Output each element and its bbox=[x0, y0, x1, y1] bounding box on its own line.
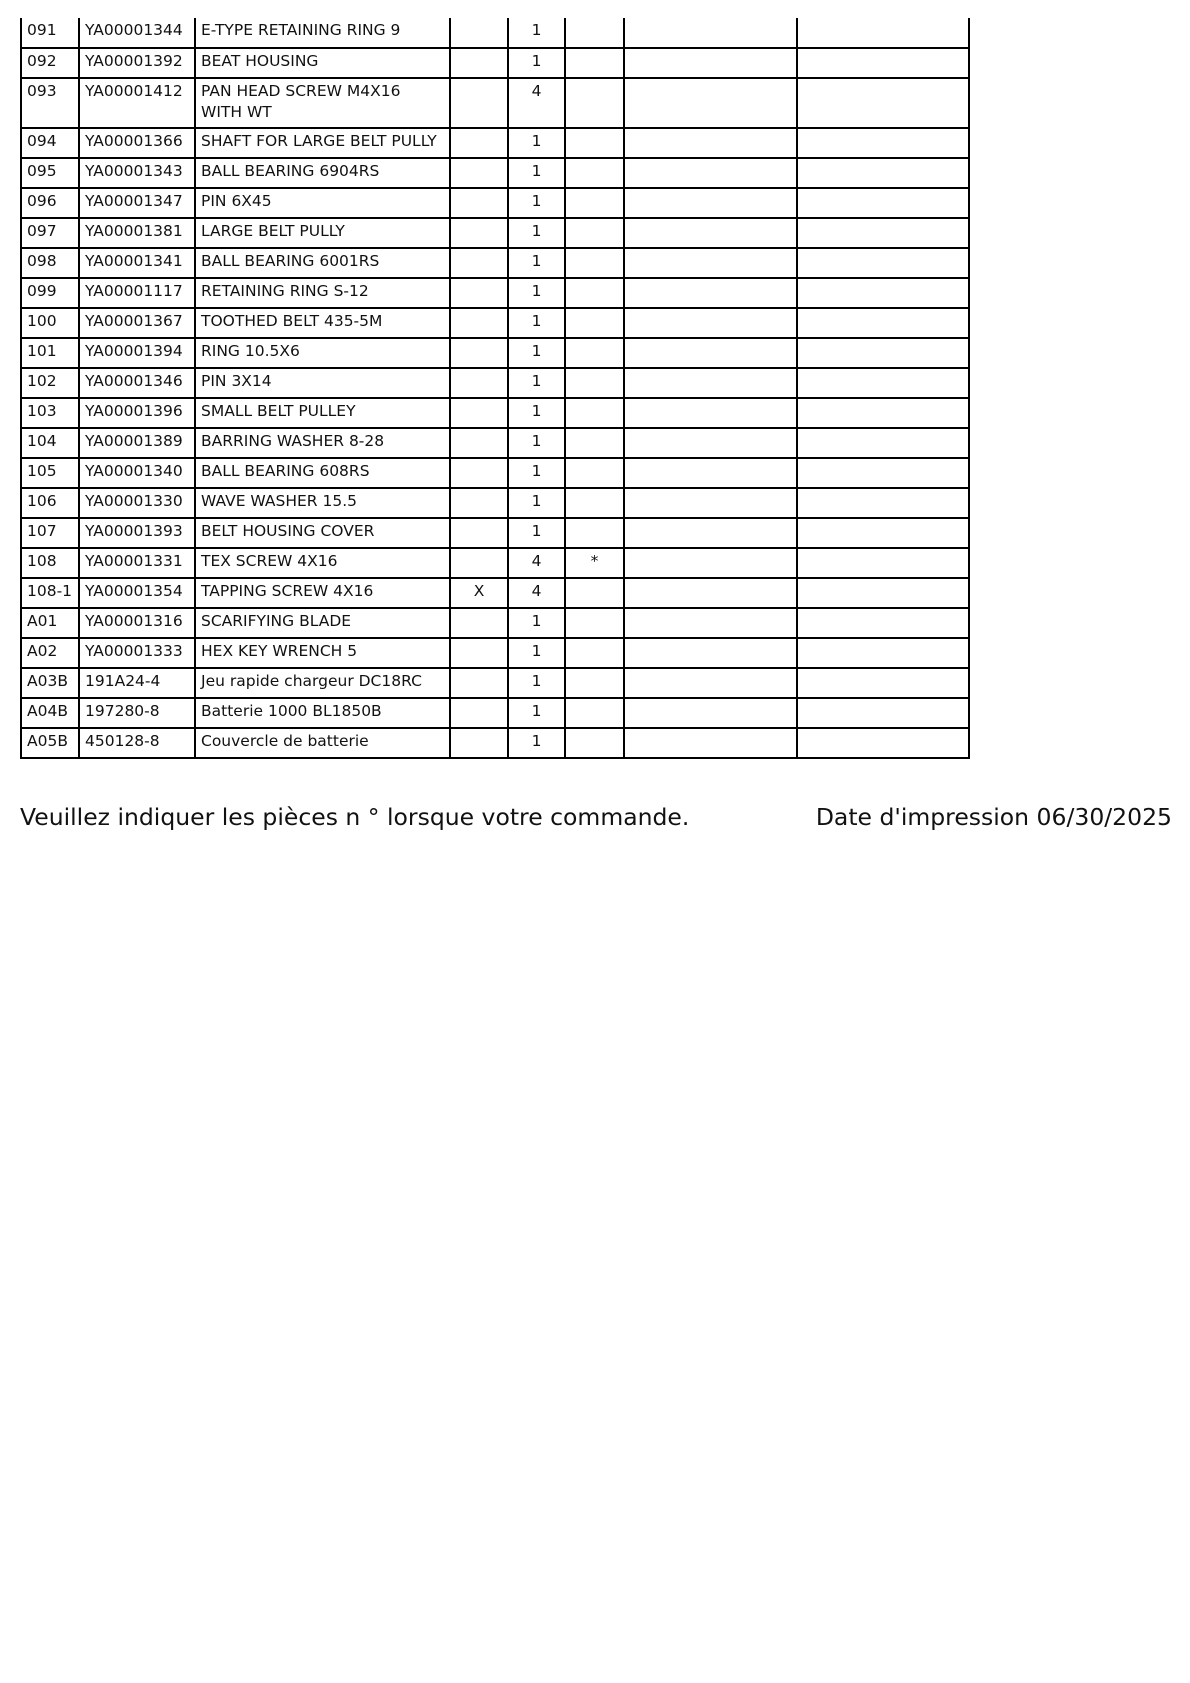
empty-cell bbox=[624, 248, 797, 278]
note-flag bbox=[565, 278, 624, 308]
empty-cell bbox=[624, 668, 797, 698]
empty-cell bbox=[797, 488, 969, 518]
part-description: LARGE BELT PULLY bbox=[195, 218, 450, 248]
table-row bbox=[21, 18, 969, 48]
part-number: YA00001367 bbox=[79, 308, 195, 338]
part-number: YA00001392 bbox=[79, 48, 195, 78]
substitution-mark bbox=[450, 368, 508, 398]
empty-cell bbox=[797, 578, 969, 608]
substitution-mark bbox=[450, 518, 508, 548]
part-description: PIN 6X45 bbox=[195, 188, 450, 218]
part-description: E-TYPE RETAINING RING 9 bbox=[195, 18, 450, 48]
part-description: RETAINING RING S-12 bbox=[195, 278, 450, 308]
part-number: YA00001354 bbox=[79, 578, 195, 608]
empty-cell bbox=[797, 518, 969, 548]
substitution-mark bbox=[450, 218, 508, 248]
item-number: 103 bbox=[21, 398, 79, 428]
item-number: 094 bbox=[21, 128, 79, 158]
empty-cell bbox=[624, 18, 797, 48]
part-number: YA00001316 bbox=[79, 608, 195, 638]
part-description: Jeu rapide chargeur DC18RC bbox=[195, 668, 450, 698]
part-description: SMALL BELT PULLEY bbox=[195, 398, 450, 428]
table-row bbox=[21, 518, 969, 548]
note-flag bbox=[565, 18, 624, 48]
quantity: 4 bbox=[508, 578, 565, 608]
empty-cell bbox=[624, 368, 797, 398]
quantity: 1 bbox=[508, 18, 565, 48]
empty-cell bbox=[624, 278, 797, 308]
part-description: TEX SCREW 4X16 bbox=[195, 548, 450, 578]
part-number: YA00001341 bbox=[79, 248, 195, 278]
table-row bbox=[21, 188, 969, 218]
empty-cell bbox=[797, 458, 969, 488]
part-description: BALL BEARING 608RS bbox=[195, 458, 450, 488]
note-flag bbox=[565, 368, 624, 398]
empty-cell bbox=[797, 218, 969, 248]
table-row bbox=[21, 48, 969, 78]
note-flag bbox=[565, 428, 624, 458]
note-flag bbox=[565, 608, 624, 638]
empty-cell bbox=[797, 18, 969, 48]
part-description: Batterie 1000 BL1850B bbox=[195, 698, 450, 728]
part-description: BARRING WASHER 8-28 bbox=[195, 428, 450, 458]
empty-cell bbox=[797, 188, 969, 218]
quantity: 4 bbox=[508, 548, 565, 578]
part-description: BALL BEARING 6001RS bbox=[195, 248, 450, 278]
quantity: 1 bbox=[508, 308, 565, 338]
quantity: 1 bbox=[508, 338, 565, 368]
item-number: 093 bbox=[21, 78, 79, 128]
note-flag bbox=[565, 308, 624, 338]
note-flag bbox=[565, 488, 624, 518]
part-description: PIN 3X14 bbox=[195, 368, 450, 398]
note-flag bbox=[565, 578, 624, 608]
quantity: 1 bbox=[508, 698, 565, 728]
item-number: 095 bbox=[21, 158, 79, 188]
quantity: 1 bbox=[508, 488, 565, 518]
item-number: 096 bbox=[21, 188, 79, 218]
table-row bbox=[21, 248, 969, 278]
note-flag bbox=[565, 638, 624, 668]
part-number: YA00001366 bbox=[79, 128, 195, 158]
substitution-mark bbox=[450, 128, 508, 158]
table-row bbox=[21, 398, 969, 428]
note-flag bbox=[565, 518, 624, 548]
item-number: 108 bbox=[21, 548, 79, 578]
item-number: 099 bbox=[21, 278, 79, 308]
empty-cell bbox=[797, 368, 969, 398]
part-description: WAVE WASHER 15.5 bbox=[195, 488, 450, 518]
item-number: 107 bbox=[21, 518, 79, 548]
quantity: 1 bbox=[508, 48, 565, 78]
empty-cell bbox=[624, 188, 797, 218]
empty-cell bbox=[797, 668, 969, 698]
table-row bbox=[21, 368, 969, 398]
empty-cell bbox=[624, 728, 797, 758]
part-description: SHAFT FOR LARGE BELT PULLY bbox=[195, 128, 450, 158]
substitution-mark bbox=[450, 638, 508, 668]
empty-cell bbox=[624, 578, 797, 608]
empty-cell bbox=[624, 218, 797, 248]
table-row bbox=[21, 338, 969, 368]
part-number: YA00001344 bbox=[79, 18, 195, 48]
item-number: 106 bbox=[21, 488, 79, 518]
part-description: BALL BEARING 6904RS bbox=[195, 158, 450, 188]
quantity: 4 bbox=[508, 78, 565, 128]
empty-cell bbox=[797, 638, 969, 668]
quantity: 1 bbox=[508, 668, 565, 698]
table-row bbox=[21, 548, 969, 578]
empty-cell bbox=[797, 158, 969, 188]
part-number: YA00001394 bbox=[79, 338, 195, 368]
substitution-mark bbox=[450, 158, 508, 188]
part-description: HEX KEY WRENCH 5 bbox=[195, 638, 450, 668]
note-flag bbox=[565, 458, 624, 488]
empty-cell bbox=[624, 518, 797, 548]
quantity: 1 bbox=[508, 368, 565, 398]
empty-cell bbox=[797, 78, 969, 128]
item-number: A02 bbox=[21, 638, 79, 668]
note-flag bbox=[565, 218, 624, 248]
empty-cell bbox=[624, 338, 797, 368]
note-flag bbox=[565, 128, 624, 158]
quantity: 1 bbox=[508, 458, 565, 488]
note-flag bbox=[565, 338, 624, 368]
substitution-mark bbox=[450, 488, 508, 518]
empty-cell bbox=[624, 158, 797, 188]
part-number: YA00001346 bbox=[79, 368, 195, 398]
quantity: 1 bbox=[508, 608, 565, 638]
quantity: 1 bbox=[508, 518, 565, 548]
quantity: 1 bbox=[508, 218, 565, 248]
substitution-mark bbox=[450, 278, 508, 308]
substitution-mark bbox=[450, 78, 508, 128]
substitution-mark bbox=[450, 608, 508, 638]
table-row bbox=[21, 308, 969, 338]
part-number: YA00001347 bbox=[79, 188, 195, 218]
empty-cell bbox=[624, 428, 797, 458]
note-flag bbox=[565, 698, 624, 728]
item-number: A03B bbox=[21, 668, 79, 698]
quantity: 1 bbox=[508, 278, 565, 308]
table-row bbox=[21, 278, 969, 308]
note-flag bbox=[565, 728, 624, 758]
table-row bbox=[21, 158, 969, 188]
quantity: 1 bbox=[508, 188, 565, 218]
part-number: YA00001412 bbox=[79, 78, 195, 128]
quantity: 1 bbox=[508, 428, 565, 458]
part-description: BELT HOUSING COVER bbox=[195, 518, 450, 548]
note-flag bbox=[565, 78, 624, 128]
table-row bbox=[21, 608, 969, 638]
part-number: YA00001117 bbox=[79, 278, 195, 308]
empty-cell bbox=[797, 728, 969, 758]
part-number: YA00001330 bbox=[79, 488, 195, 518]
quantity: 1 bbox=[508, 728, 565, 758]
substitution-mark bbox=[450, 188, 508, 218]
table-row bbox=[21, 458, 969, 488]
item-number: 097 bbox=[21, 218, 79, 248]
empty-cell bbox=[624, 488, 797, 518]
quantity: 1 bbox=[508, 128, 565, 158]
part-number: YA00001396 bbox=[79, 398, 195, 428]
note-flag: * bbox=[565, 548, 624, 578]
empty-cell bbox=[797, 338, 969, 368]
part-description: TOOTHED BELT 435-5M bbox=[195, 308, 450, 338]
empty-cell bbox=[797, 278, 969, 308]
part-number: YA00001381 bbox=[79, 218, 195, 248]
part-description: PAN HEAD SCREW M4X16 WITH WT bbox=[195, 78, 450, 128]
empty-cell bbox=[797, 548, 969, 578]
empty-cell bbox=[624, 48, 797, 78]
item-number: 105 bbox=[21, 458, 79, 488]
item-number: A04B bbox=[21, 698, 79, 728]
note-flag bbox=[565, 188, 624, 218]
quantity: 1 bbox=[508, 248, 565, 278]
empty-cell bbox=[624, 608, 797, 638]
item-number: 092 bbox=[21, 48, 79, 78]
empty-cell bbox=[624, 458, 797, 488]
empty-cell bbox=[797, 248, 969, 278]
quantity: 1 bbox=[508, 638, 565, 668]
substitution-mark bbox=[450, 308, 508, 338]
item-number: 101 bbox=[21, 338, 79, 368]
table-row bbox=[21, 428, 969, 458]
part-description: SCARIFYING BLADE bbox=[195, 608, 450, 638]
substitution-mark bbox=[450, 338, 508, 368]
part-number: 191A24-4 bbox=[79, 668, 195, 698]
item-number: A01 bbox=[21, 608, 79, 638]
empty-cell bbox=[797, 48, 969, 78]
note-flag bbox=[565, 48, 624, 78]
substitution-mark bbox=[450, 428, 508, 458]
empty-cell bbox=[624, 638, 797, 668]
parts-table-body bbox=[21, 18, 969, 758]
item-number: 108-1 bbox=[21, 578, 79, 608]
empty-cell bbox=[624, 78, 797, 128]
substitution-mark bbox=[450, 398, 508, 428]
empty-cell bbox=[797, 698, 969, 728]
part-description: RING 10.5X6 bbox=[195, 338, 450, 368]
substitution-mark bbox=[450, 548, 508, 578]
table-row bbox=[21, 128, 969, 158]
table-row bbox=[21, 578, 969, 608]
empty-cell bbox=[797, 608, 969, 638]
note-flag bbox=[565, 398, 624, 428]
item-number: 098 bbox=[21, 248, 79, 278]
table-row bbox=[21, 668, 969, 698]
table-row bbox=[21, 488, 969, 518]
table-row bbox=[21, 78, 969, 128]
table-row bbox=[21, 728, 969, 758]
table-row bbox=[21, 218, 969, 248]
substitution-mark bbox=[450, 698, 508, 728]
substitution-mark bbox=[450, 48, 508, 78]
part-number: 450128-8 bbox=[79, 728, 195, 758]
quantity: 1 bbox=[508, 158, 565, 188]
table-row bbox=[21, 698, 969, 728]
quantity: 1 bbox=[508, 398, 565, 428]
item-number: 102 bbox=[21, 368, 79, 398]
part-description: Couvercle de batterie bbox=[195, 728, 450, 758]
substitution-mark bbox=[450, 248, 508, 278]
part-number: YA00001393 bbox=[79, 518, 195, 548]
empty-cell bbox=[624, 398, 797, 428]
empty-cell bbox=[797, 128, 969, 158]
substitution-mark bbox=[450, 18, 508, 48]
parts-table bbox=[20, 18, 970, 759]
item-number: 104 bbox=[21, 428, 79, 458]
empty-cell bbox=[797, 398, 969, 428]
substitution-mark bbox=[450, 668, 508, 698]
part-number: YA00001340 bbox=[79, 458, 195, 488]
substitution-mark bbox=[450, 458, 508, 488]
empty-cell bbox=[624, 308, 797, 338]
part-number: YA00001343 bbox=[79, 158, 195, 188]
part-description: TAPPING SCREW 4X16 bbox=[195, 578, 450, 608]
print-date: Date d'impression 06/30/2025 bbox=[815, 803, 1172, 831]
empty-cell bbox=[624, 128, 797, 158]
substitution-mark: X bbox=[450, 578, 508, 608]
empty-cell bbox=[797, 308, 969, 338]
empty-cell bbox=[624, 698, 797, 728]
note-flag bbox=[565, 158, 624, 188]
item-number: 091 bbox=[21, 18, 79, 48]
order-note: Veuillez indiquer les pièces n ° lorsque votre commande. bbox=[20, 803, 690, 831]
empty-cell bbox=[797, 428, 969, 458]
item-number: A05B bbox=[21, 728, 79, 758]
empty-cell bbox=[624, 548, 797, 578]
substitution-mark bbox=[450, 728, 508, 758]
note-flag bbox=[565, 248, 624, 278]
item-number: 100 bbox=[21, 308, 79, 338]
part-number: YA00001389 bbox=[79, 428, 195, 458]
table-row bbox=[21, 638, 969, 668]
part-number: 197280-8 bbox=[79, 698, 195, 728]
part-number: YA00001331 bbox=[79, 548, 195, 578]
part-description: BEAT HOUSING bbox=[195, 48, 450, 78]
note-flag bbox=[565, 668, 624, 698]
part-number: YA00001333 bbox=[79, 638, 195, 668]
